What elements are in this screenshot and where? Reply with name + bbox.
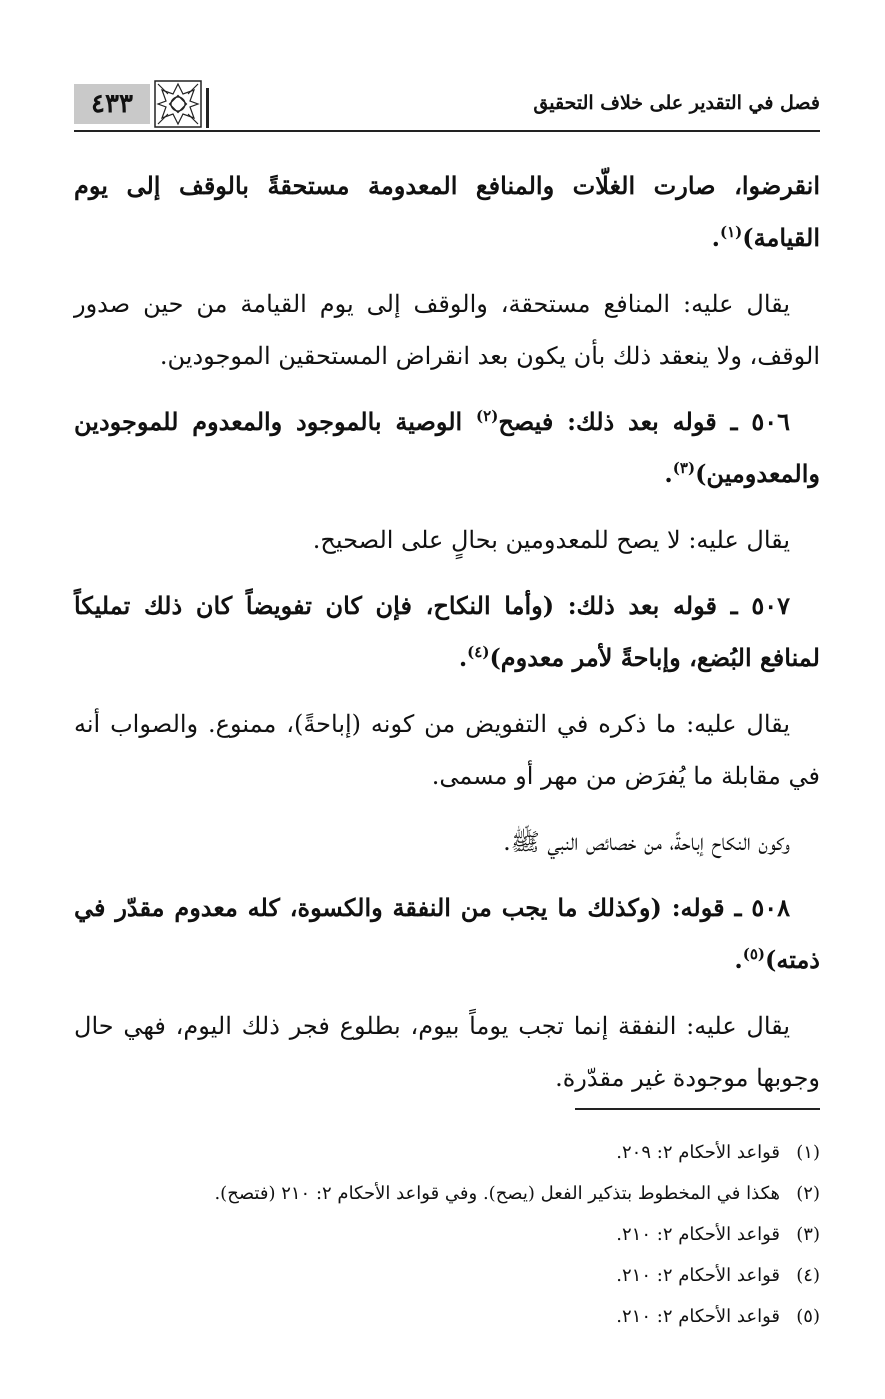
paragraph-text: الوصية بالموجود والمعدوم للموجودين والمعدومين) bbox=[74, 407, 820, 488]
paragraph-text: ٥٠٧ ـ قوله بعد ذلك: (وأما النكاح، فإن كان تفويضاً كان ذلك تمليكاً لمنافع البُضع، وإباحةً لأمر معدوم) bbox=[74, 591, 820, 672]
running-title: فصل في التقدير على خلاف التحقيق bbox=[533, 92, 820, 114]
paragraph bbox=[74, 882, 820, 986]
footnote-mark: (١) bbox=[796, 1142, 820, 1163]
ornament-icon bbox=[154, 80, 202, 128]
paragraph-end: . bbox=[458, 643, 468, 672]
footnote-mark: (٢) bbox=[796, 1183, 820, 1204]
footnotes bbox=[74, 1132, 820, 1337]
paragraph-text: ٥٠٦ ـ قوله بعد ذلك: فيصح bbox=[498, 407, 791, 436]
footnote-mark: (٤) bbox=[796, 1265, 820, 1286]
paragraph-text: انقرضوا، صارت الغلّات والمنافع المعدومة مستحقةً بالوقف إلى يوم القيامة) bbox=[74, 171, 820, 252]
header-divider bbox=[206, 88, 209, 128]
paragraph: يقال عليه: ما ذكره في التفويض من كونه (إباحةً)، ممنوع. والصواب أنه في مقابلة ما يُفرَض من مهر أو مسمى. bbox=[74, 710, 820, 790]
footnote bbox=[74, 1255, 820, 1296]
paragraph: وكون النكاح إباحةً، من خصائص النبي ﷺ. bbox=[503, 828, 790, 856]
footnote-ref: (١) bbox=[719, 223, 743, 241]
footnote-text: قواعد الأحكام ٢: ٢٠٩. bbox=[616, 1142, 780, 1163]
footnote-ref: (٥) bbox=[742, 945, 765, 963]
paragraph-end: . bbox=[711, 223, 720, 252]
footnote bbox=[74, 1214, 820, 1255]
paragraph: يقال عليه: المنافع مستحقة، والوقف إلى يوم القيامة من حين صدور الوقف، ولا ينعقد ذلك بأن يكون بعد انقراض المستحقين الموجودين. bbox=[74, 290, 820, 370]
footnote-ref: (٣) bbox=[672, 459, 696, 477]
paragraph: يقال عليه: النفقة إنما تجب يوماً بيوم، بطلوع فجر ذلك اليوم، فهي حال وجوبها موجودة غير مقدّرة. bbox=[74, 1012, 820, 1092]
header-rule bbox=[74, 130, 820, 132]
footnote-mark: (٥) bbox=[796, 1306, 820, 1327]
paragraph bbox=[74, 160, 820, 264]
footnote-text: قواعد الأحكام ٢: ٢١٠. bbox=[616, 1306, 780, 1327]
footnote-ref: (٤) bbox=[467, 643, 490, 661]
paragraph-end: . bbox=[734, 945, 743, 974]
paragraph bbox=[74, 396, 820, 500]
footnote-separator bbox=[575, 1108, 820, 1110]
footnote-ref: (٢) bbox=[476, 407, 499, 425]
paragraph-end: . bbox=[664, 459, 673, 488]
main-text bbox=[74, 160, 820, 1118]
footnote bbox=[74, 1173, 820, 1214]
footnote bbox=[74, 1296, 820, 1337]
paragraph-text: ٥٠٨ ـ قوله: (وكذلك ما يجب من النفقة والكسوة، كله معدوم مقدّر في ذمته) bbox=[74, 893, 820, 974]
footnote-text: قواعد الأحكام ٢: ٢١٠. bbox=[616, 1224, 780, 1245]
paragraph bbox=[74, 580, 820, 684]
footnote bbox=[74, 1132, 820, 1173]
paragraph: يقال عليه: لا يصح للمعدومين بحالٍ على الصحيح. bbox=[312, 526, 790, 554]
page-header bbox=[74, 80, 820, 132]
footnote-text: هكذا في المخطوط بتذكير الفعل (يصح). وفي قواعد الأحكام ٢: ٢١٠ (فتصح). bbox=[214, 1183, 780, 1204]
footnote-mark: (٣) bbox=[796, 1224, 820, 1245]
footnote-text: قواعد الأحكام ٢: ٢١٠. bbox=[616, 1265, 780, 1286]
page-number: ٤٣٣ bbox=[74, 84, 150, 124]
